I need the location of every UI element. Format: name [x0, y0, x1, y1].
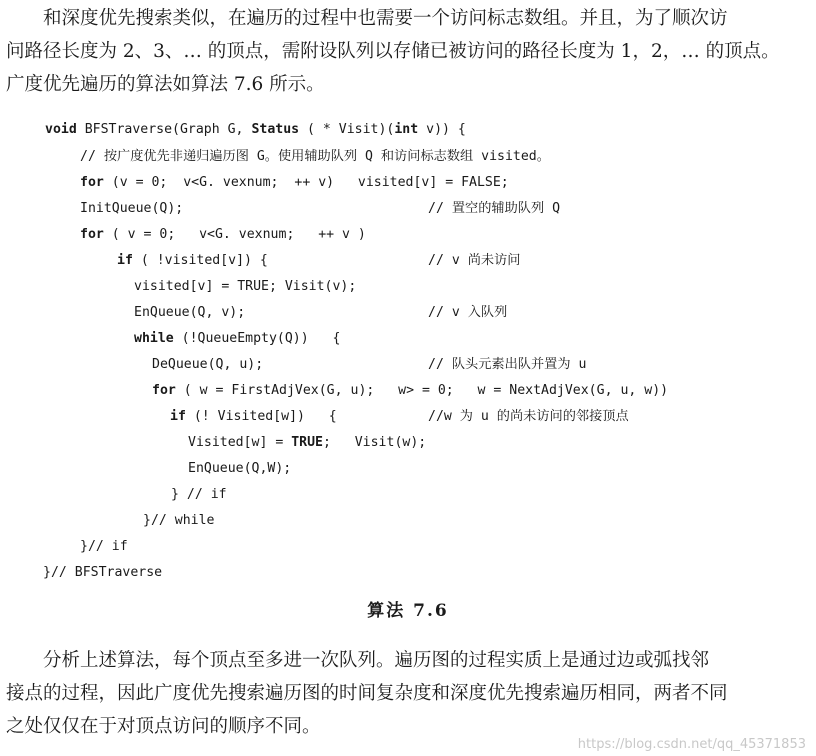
intro-paragraph — [6, 2, 810, 101]
code-keyword: void — [45, 122, 77, 137]
code-text: ( * Visit)( — [299, 122, 395, 137]
code-text: (!QueueEmpty(Q)) { — [173, 331, 341, 346]
code-keyword: for — [80, 175, 104, 190]
code-keyword: if — [170, 409, 186, 424]
code-text: (! Visited[w]) { — [185, 409, 337, 424]
code-text: InitQueue(Q); — [80, 201, 184, 216]
watermark: https://blog.csdn.net/qq_45371853 — [577, 737, 806, 752]
code-line-2 — [80, 144, 550, 170]
code-comment-8: // v 入队列 — [428, 305, 508, 320]
code-line-15 — [171, 482, 227, 508]
code-line-11 — [152, 378, 668, 404]
code-comment: // 按广度优先非递归遍历图 G。使用辅助队列 Q 和访问标志数组 visited。 — [80, 149, 550, 164]
code-line-6 — [117, 248, 268, 274]
analysis-line-2: 接点的过程，因此广度优先搜索遍历图的时间复杂度和深度优先搜索遍历相同，两者不同 — [6, 683, 728, 704]
code-keyword: for — [152, 383, 176, 398]
code-comment-6: // v 尚未访问 — [428, 253, 521, 268]
code-text: (v = 0; v<G. vexnum; ++ v) visited[v] = FALSE; — [103, 175, 509, 190]
code-keyword: Status — [251, 122, 300, 137]
code-keyword: while — [134, 331, 174, 346]
code-line-12 — [170, 404, 337, 430]
code-line-8 — [134, 300, 245, 326]
analysis-paragraph — [6, 644, 810, 743]
code-line-16 — [143, 508, 214, 534]
code-line-10 — [152, 352, 263, 378]
code-text: }// BFSTraverse — [43, 565, 163, 580]
code-line-17 — [80, 534, 128, 560]
code-text: } // if — [171, 487, 227, 502]
code-line-5 — [80, 222, 366, 248]
code-text: BFSTraverse(Graph G, — [76, 122, 252, 137]
code-line-4 — [80, 196, 183, 222]
intro-line-3: 广度优先遍历的算法如算法 7.6 所示。 — [6, 74, 325, 95]
code-keyword: TRUE — [291, 435, 323, 450]
code-text: ( v = 0; v<G. vexnum; ++ v ) — [103, 227, 366, 242]
code-line-13 — [188, 430, 426, 456]
code-line-14 — [188, 456, 291, 482]
code-keyword: for — [80, 227, 104, 242]
code-line-18 — [43, 560, 162, 586]
code-line-1 — [45, 117, 466, 143]
code-text: DeQueue(Q, u); — [152, 357, 264, 372]
intro-line-2: 问路径长度为 2、3、… 的顶点，需附设队列以存储已被访问的路径长度为 1，2，… 的顶点。 — [6, 41, 780, 62]
code-text: }// while — [143, 513, 215, 528]
code-text: Visited[w] = — [188, 435, 292, 450]
code-text: }// if — [80, 539, 128, 554]
code-line-3 — [80, 170, 509, 196]
code-keyword: int — [394, 122, 419, 137]
algorithm-caption: 算法 7.6 — [367, 601, 449, 621]
analysis-line-1: 分析上述算法，每个顶点至多进一次队列。遍历图的过程实质上是通过边或弧找邻 — [43, 650, 710, 671]
code-text: visited[v] = TRUE; Visit(v); — [134, 279, 357, 294]
code-text: EnQueue(Q,W); — [188, 461, 292, 476]
code-text: ; Visit(w); — [322, 435, 427, 450]
analysis-line-3: 之处仅仅在于对顶点访问的顺序不同。 — [6, 716, 321, 737]
code-line-9 — [134, 326, 340, 352]
code-text: ( !visited[v]) { — [132, 253, 268, 268]
code-comment-10: // 队头元素出队并置为 u — [428, 357, 587, 372]
intro-line-1: 和深度优先搜索类似，在遍历的过程中也需要一个访问标志数组。并且，为了顺次访 — [43, 8, 728, 29]
code-text: ( w = FirstAdjVex(G, u); w> = 0; w = NextAdjVex(G, u, w)) — [175, 383, 669, 398]
code-text: EnQueue(Q, v); — [134, 305, 246, 320]
code-comment-12: //w 为 u 的尚未访问的邻接顶点 — [428, 409, 629, 424]
code-text: v)) { — [418, 122, 466, 137]
code-comment-4: // 置空的辅助队列 Q — [428, 201, 561, 216]
code-line-7 — [134, 274, 356, 300]
code-keyword: if — [117, 253, 133, 268]
